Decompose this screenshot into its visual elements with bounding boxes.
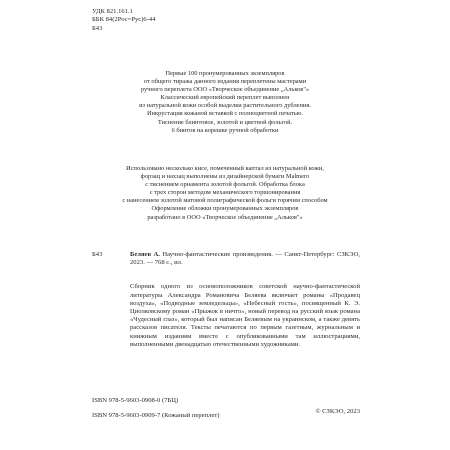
author-mark: Б43 xyxy=(92,24,103,32)
bibliographic-heading xyxy=(130,251,360,267)
binding-line: с трех сторон методом механического торшонирования xyxy=(149,189,301,197)
binding-line: с тиснением орнамента золотой фольгой. Обработка блока xyxy=(145,181,305,189)
limited-edition-line: 6 бинтов на корешке ручной обработки xyxy=(171,126,279,134)
binding-line: разработано в ООО «Творческое объединение „Альков"» xyxy=(147,213,303,221)
binding-details-note xyxy=(80,165,370,222)
copyright-notice: © СЗКЭО, 2023 xyxy=(315,408,360,415)
bibliographic-author: Беляев А. xyxy=(130,251,160,258)
isbn-block xyxy=(92,393,219,423)
annotation-text: Сборник одного из основоположников советской научно-фантастической литературы Александра Романовича Беляева включает романы «Продавец воздуха», «Подводные земледельцы», «Небесный гость», посвященный К. Э. Циолковскому роман «Прыжок в ничто», новый перевод на русский язык романа «Чудесный глаз», который был написан Беляевым на украинском, а также девять рассказов писателя. Тексты печатаются по первым газетным, журнальным и книжным изданиям вместе с опубликованными там иллюстрациями, выполненными двенадцатью отечественными художниками. xyxy=(130,283,360,348)
bibliographic-code: Б43 xyxy=(92,251,103,258)
binding-line: Использовано несколько кисе, помеченный каптал из натуральной кожи, xyxy=(126,165,324,172)
limited-edition-line: Тиснение блинтовое, золотой и цветной фольгой. xyxy=(157,118,293,126)
limited-edition-note xyxy=(80,70,370,135)
limited-edition-line: Инкрустация кожаной вставкой с полноцветной печатью. xyxy=(146,110,304,118)
limited-edition-line: ручного переплета ООО «Творческое объединение „Альков"» xyxy=(140,86,310,94)
binding-line: форзац и нахзац выполнены из дизайнерской бумаги Malmero xyxy=(140,173,310,181)
isbn-line: ISBN 978-5-9603-0908-0 (7БЦ) xyxy=(92,397,179,404)
limited-edition-line: от общего тиража данного издания переплетены мастерами xyxy=(143,78,307,86)
isbn-line: ISBN 978-5-9603-0909-7 (Кожаный переплет) xyxy=(92,412,220,419)
udk-code: УДК 821.161.1 xyxy=(92,8,133,15)
bibliographic-title-imprint: Научно-фантастические произведения. — Санкт-Петербург: СЗКЭО, 2023. — 768 с., ил. xyxy=(130,251,360,267)
limited-edition-line: Классический европейский переплет выполнен xyxy=(160,94,290,102)
limited-edition-line: Первые 100 пронумерованных экземпляров xyxy=(165,70,285,77)
binding-line: с нанесением золотой матовой полиграфической фольги горячим способом xyxy=(122,197,328,205)
bbk-code: ББК 84(2Рос=Рус)6-44 xyxy=(92,16,156,24)
classification-codes xyxy=(92,8,156,33)
bibliographic-record xyxy=(92,251,360,349)
binding-line: Оформление обложки пронумерованных экземпляров xyxy=(151,205,299,213)
limited-edition-line: из натуральной кожи особой выделки растительного дубления. xyxy=(139,102,311,110)
